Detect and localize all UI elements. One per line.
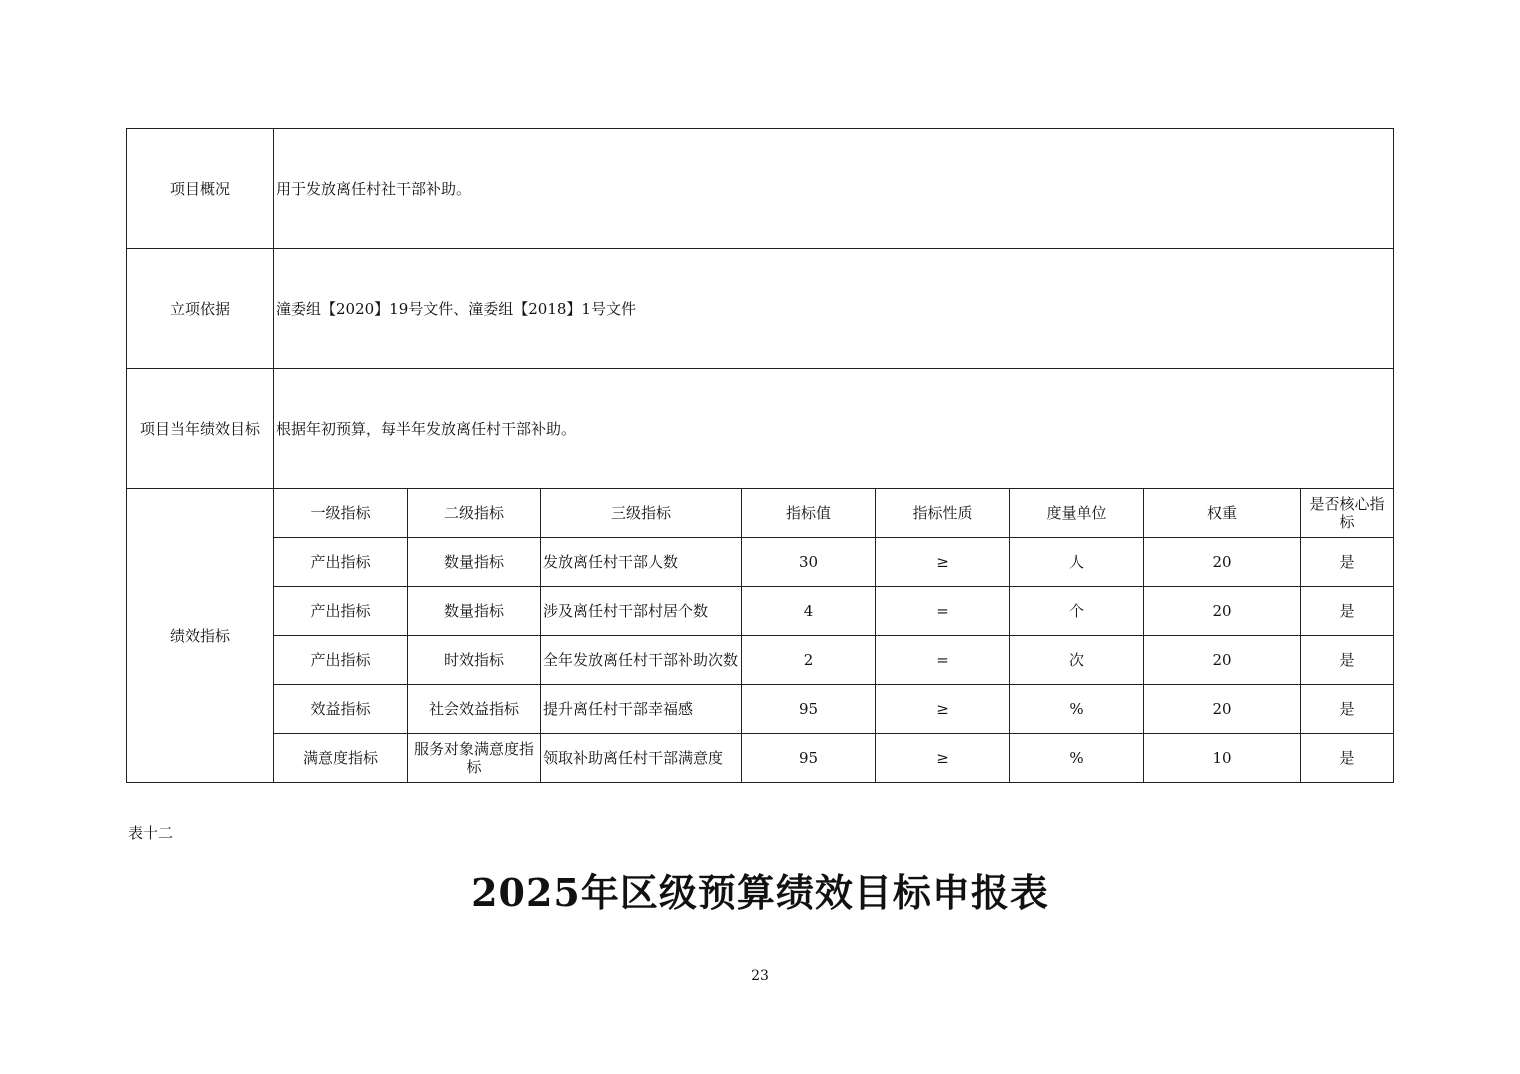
- indicators-label: 绩效指标: [127, 489, 274, 783]
- indicator-cell: 是: [1301, 734, 1394, 783]
- annual-goal-label: 项目当年绩效目标: [127, 369, 274, 489]
- indicator-cell: 是: [1301, 685, 1394, 734]
- indicator-row: [127, 538, 1394, 587]
- indicator-cell: 效益指标: [274, 685, 408, 734]
- project-overview-label: 项目概况: [127, 129, 274, 249]
- indicator-cell: 次: [1010, 636, 1144, 685]
- project-basis-row: [127, 249, 1394, 369]
- indicator-header-row: [127, 489, 1394, 538]
- indicator-cell: ≥: [876, 538, 1010, 587]
- indicator-cell: 领取补助离任村干部满意度: [541, 734, 742, 783]
- project-overview-row: [127, 129, 1394, 249]
- indicator-cell: 是: [1301, 538, 1394, 587]
- indicator-cell: 全年发放离任村干部补助次数: [541, 636, 742, 685]
- annual-goal-value: 根据年初预算，每半年发放离任村干部补助。: [274, 369, 1394, 489]
- annual-goal-row: [127, 369, 1394, 489]
- indicator-header-cell: 度量单位: [1010, 489, 1144, 538]
- indicator-header-cell: 二级指标: [408, 489, 541, 538]
- indicator-cell: 95: [742, 734, 876, 783]
- indicator-cell: %: [1010, 734, 1144, 783]
- project-basis-value: 潼委组【2020】19号文件、潼委组【2018】1号文件: [274, 249, 1394, 369]
- indicator-row: [127, 636, 1394, 685]
- indicator-header-cell: 是否核心指标: [1301, 489, 1394, 538]
- performance-target-table: [126, 128, 1394, 783]
- indicator-cell: 30: [742, 538, 876, 587]
- indicator-row: [127, 685, 1394, 734]
- indicator-cell: ≥: [876, 734, 1010, 783]
- indicator-cell: =: [876, 636, 1010, 685]
- indicator-cell: 4: [742, 587, 876, 636]
- indicator-cell: =: [876, 587, 1010, 636]
- indicator-cell: 时效指标: [408, 636, 541, 685]
- indicator-header-cell: 指标值: [742, 489, 876, 538]
- indicator-cell: 个: [1010, 587, 1144, 636]
- form-title: 2025年区级预算绩效目标申报表: [471, 870, 1049, 915]
- indicator-row: [127, 587, 1394, 636]
- indicator-cell: 涉及离任村干部村居个数: [541, 587, 742, 636]
- indicator-header-cell: 一级指标: [274, 489, 408, 538]
- page-number: 23: [751, 968, 769, 984]
- indicator-cell: 数量指标: [408, 538, 541, 587]
- indicator-header-cell: 三级指标: [541, 489, 742, 538]
- indicator-cell: 产出指标: [274, 587, 408, 636]
- indicator-cell: 产出指标: [274, 538, 408, 587]
- indicator-cell: 服务对象满意度指标: [408, 734, 541, 783]
- project-overview-value: 用于发放离任村社干部补助。: [274, 129, 1394, 249]
- indicator-cell: 95: [742, 685, 876, 734]
- indicator-cell: 发放离任村干部人数: [541, 538, 742, 587]
- indicator-row: [127, 734, 1394, 783]
- indicator-cell: 20: [1144, 685, 1301, 734]
- indicator-header-cell: 权重: [1144, 489, 1301, 538]
- indicator-cell: 产出指标: [274, 636, 408, 685]
- indicator-cell: 提升离任村干部幸福感: [541, 685, 742, 734]
- indicator-cell: 满意度指标: [274, 734, 408, 783]
- indicator-cell: %: [1010, 685, 1144, 734]
- indicator-cell: 是: [1301, 587, 1394, 636]
- indicator-cell: 社会效益指标: [408, 685, 541, 734]
- indicator-cell: 人: [1010, 538, 1144, 587]
- indicator-cell: 20: [1144, 636, 1301, 685]
- project-basis-label: 立项依据: [127, 249, 274, 369]
- indicator-header-cell: 指标性质: [876, 489, 1010, 538]
- indicator-cell: 2: [742, 636, 876, 685]
- indicator-cell: ≥: [876, 685, 1010, 734]
- indicator-cell: 20: [1144, 587, 1301, 636]
- indicator-cell: 是: [1301, 636, 1394, 685]
- indicator-cell: 10: [1144, 734, 1301, 783]
- indicator-cell: 数量指标: [408, 587, 541, 636]
- indicator-cell: 20: [1144, 538, 1301, 587]
- table-caption: 表十二: [128, 824, 174, 842]
